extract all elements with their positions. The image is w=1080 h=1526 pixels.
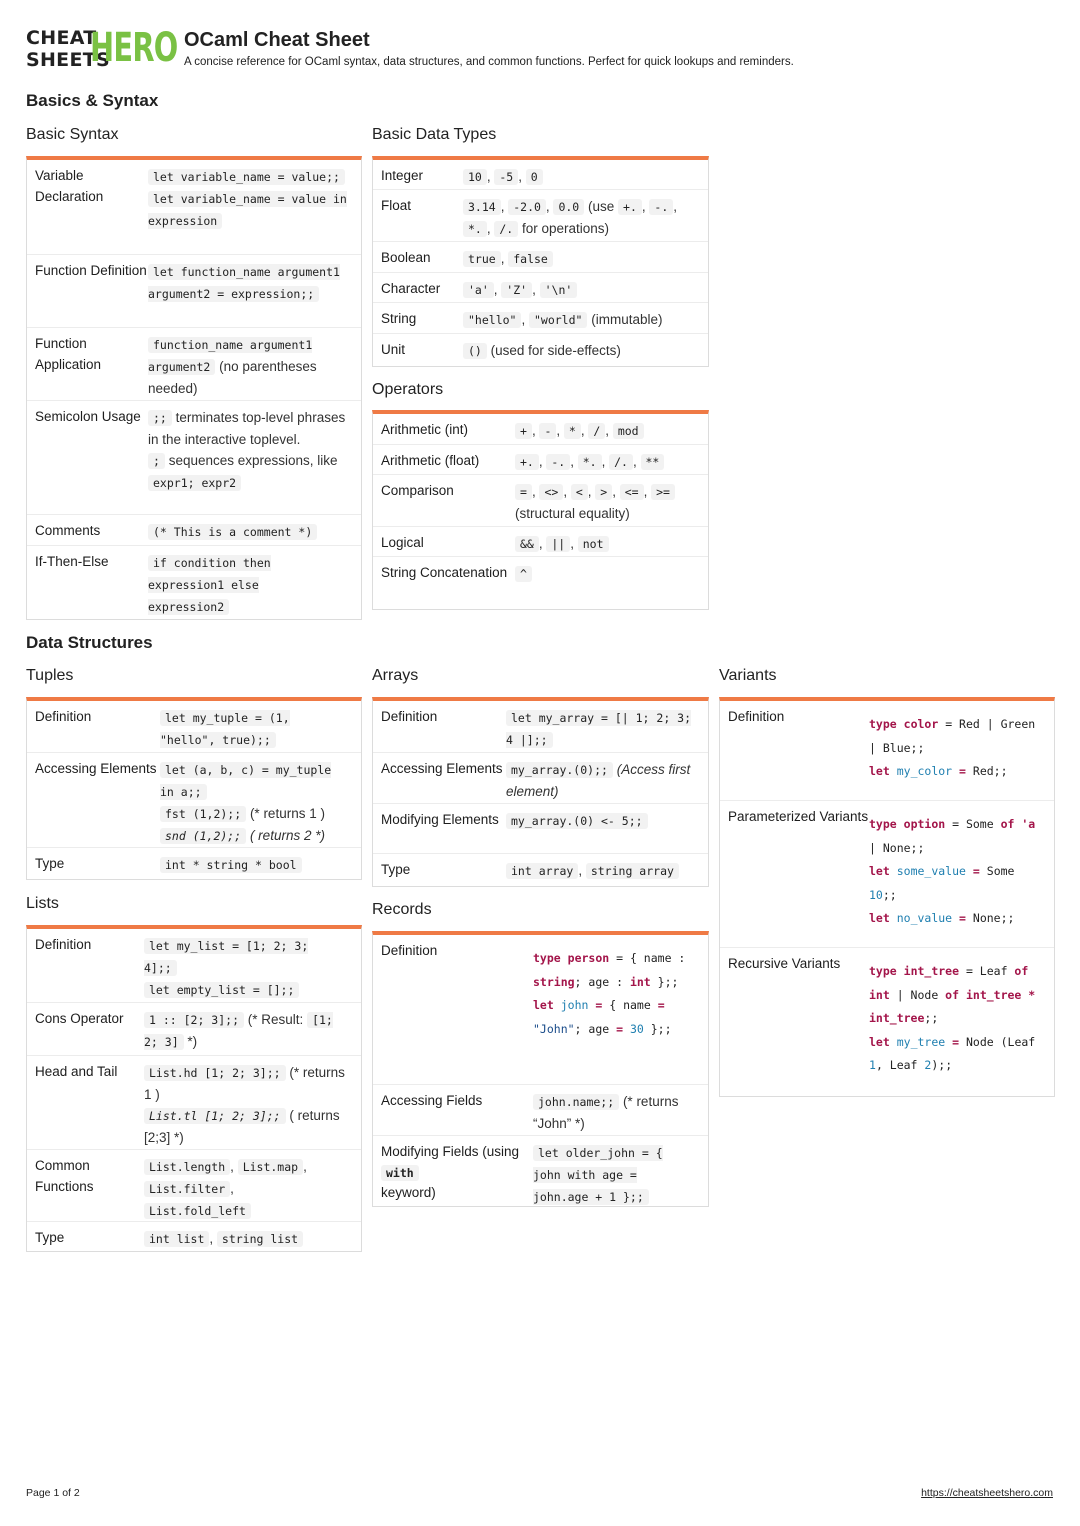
label-text: keyword) xyxy=(381,1185,436,1200)
code-snippet: List.fold_left xyxy=(144,1203,251,1219)
code-snippet: 0 xyxy=(526,169,543,185)
code-snippet: List.tl [1; 2; 3];; xyxy=(144,1108,286,1124)
row-label: Definition xyxy=(728,709,785,724)
description-text: (immutable) xyxy=(591,312,663,327)
code-snippet: 'Z' xyxy=(501,282,532,298)
arrays-card xyxy=(372,697,709,887)
code-snippet: List.length xyxy=(144,1159,230,1175)
code-snippet: int array xyxy=(506,863,578,879)
table-row xyxy=(373,935,708,1085)
tuples-title: Tuples xyxy=(26,667,74,684)
table-row xyxy=(27,515,361,546)
table-row: Type int list , string list xyxy=(27,1222,361,1252)
row-label: Definition xyxy=(381,943,438,958)
code-snippet: snd (1,2);; xyxy=(160,828,246,844)
code-snippet: let older_john = { john with age = john.age + 1 };; xyxy=(533,1146,663,1204)
code-snippet: <= xyxy=(620,484,644,500)
row-label: Comments xyxy=(35,523,101,538)
row-label: Logical xyxy=(381,535,424,550)
page-title: OCaml Cheat Sheet xyxy=(184,29,370,51)
code-snippet: /. xyxy=(609,454,633,470)
code-snippet: && xyxy=(515,536,539,552)
description-text: for operations) xyxy=(522,221,610,236)
label-text: Modifying Fields (using xyxy=(381,1144,520,1159)
table-row: Character 'a' , 'Z' , '\n' xyxy=(373,273,708,303)
row-label: Cons Operator xyxy=(35,1011,124,1026)
table-row xyxy=(373,557,708,607)
section-basics-title: Basics & Syntax xyxy=(26,91,159,110)
description-text: (use xyxy=(587,199,615,214)
row-label: If-Then-Else xyxy=(35,554,109,569)
row-label: Function Definition xyxy=(35,263,147,278)
row-label: Definition xyxy=(381,709,438,724)
code-block: type person = { name : string; age : int };; let john = { name = "John"; age = 30 };; xyxy=(533,951,693,1036)
code-block: type int_tree = Leaf of int | Node of int_tree * int_tree;; let my_tree = Node (Leaf 1, Leaf 2);; xyxy=(869,964,1043,1072)
row-label: String Concatenation xyxy=(381,565,508,580)
code-snippet: mod xyxy=(613,423,644,439)
row-label: Type xyxy=(35,856,65,871)
code-snippet: [1; 2; 3] xyxy=(144,1013,333,1049)
table-row: Boolean true , false xyxy=(373,242,708,273)
code-snippet: let my_tuple = (1, "hello", true);; xyxy=(160,711,290,747)
section-data-title: Data Structures xyxy=(26,633,153,652)
row-label: String xyxy=(381,311,417,326)
code-snippet: 'a' xyxy=(463,282,494,298)
row-label: Arithmetic (int) xyxy=(381,422,469,437)
row-label xyxy=(381,1142,533,1202)
table-row: Type int array , string array xyxy=(373,854,708,885)
code-snippet: string array xyxy=(586,863,679,879)
code-snippet: (* This is a comment *) xyxy=(148,524,317,540)
description-text: ( returns [2;3] *) xyxy=(144,1108,340,1145)
logo-cheat-text: CHEAT xyxy=(26,27,97,49)
arrays-title: Arrays xyxy=(372,667,419,684)
code-snippet: - xyxy=(539,423,556,439)
description-text: (no parentheses needed) xyxy=(148,359,317,396)
code-snippet: / xyxy=(588,423,605,439)
row-label: Accessing Elements xyxy=(381,761,503,776)
code-snippet: not xyxy=(578,536,609,552)
table-row xyxy=(27,328,361,401)
description-text: (used for side-effects) xyxy=(490,343,621,358)
table-row: Common Functions List.length , List.map , List.filter , List.fold_left xyxy=(27,1150,361,1222)
code-snippet: ** xyxy=(641,454,665,470)
basic-types-card xyxy=(372,156,709,367)
code-snippet: 0.0 xyxy=(553,199,584,215)
description-text: (* Result: xyxy=(247,1012,304,1027)
table-row: Float 3.14 , -2.0 , 0.0 (use +. , -. , *. , /. for operations) xyxy=(373,190,708,242)
code-snippet: * xyxy=(564,423,581,439)
row-label: Integer xyxy=(381,168,424,183)
row-label: Modifying Elements xyxy=(381,812,499,827)
description-text: terminates top-level phrases in the interactive toplevel. xyxy=(148,410,346,447)
code-snippet: let variable_name = value;; xyxy=(148,169,345,185)
table-row xyxy=(373,701,708,753)
code-snippet: +. xyxy=(618,199,642,215)
row-label: Character xyxy=(381,281,441,296)
row-label: Parameterized Variants xyxy=(728,809,869,824)
page-subtitle: A concise reference for OCaml syntax, data structures, and common functions. Perfect for quick lookups and reminders. xyxy=(184,56,794,68)
page-header xyxy=(26,25,1056,78)
table-row: Integer 10 , -5 , 0 xyxy=(373,160,708,190)
code-snippet: -. xyxy=(546,454,570,470)
table-row: Comparison = , <> , < , > , <= , >= (structural equality) xyxy=(373,475,708,527)
code-snippet: my_array.(0) <- 5;; xyxy=(506,813,648,829)
code-snippet: ^ xyxy=(515,566,532,582)
row-label: Arithmetic (float) xyxy=(381,453,480,468)
code-snippet: "world" xyxy=(529,312,587,328)
row-label: Type xyxy=(35,1230,65,1245)
table-row xyxy=(373,804,708,854)
table-row: Arithmetic (int) + , - , * , / , mod xyxy=(373,414,708,445)
table-row xyxy=(27,701,361,753)
code-snippet: *. xyxy=(578,454,602,470)
code-snippet: = xyxy=(515,484,532,500)
code-snippet: int * string * bool xyxy=(160,857,302,873)
code-snippet: false xyxy=(508,251,553,267)
code-snippet: > xyxy=(595,484,612,500)
description-text: (* returns 1 ) xyxy=(144,1065,345,1102)
page-number: Page 1 of 2 xyxy=(26,1487,80,1499)
table-row xyxy=(27,1003,361,1056)
row-label: Float xyxy=(381,198,412,213)
basic-types-title: Basic Data Types xyxy=(372,126,497,143)
code-snippet: 10 xyxy=(463,169,487,185)
code-snippet: let (a, b, c) = my_tuple in a;; xyxy=(160,763,332,799)
table-row xyxy=(373,1085,708,1136)
table-row xyxy=(373,334,708,365)
row-label: Function Application xyxy=(35,336,102,372)
records-title: Records xyxy=(372,901,432,918)
code-snippet: "hello" xyxy=(463,312,521,328)
table-row xyxy=(27,160,361,255)
code-snippet: < xyxy=(571,484,588,500)
code-snippet: 1 :: [2; 3];; xyxy=(144,1012,244,1028)
row-label: Recursive Variants xyxy=(728,956,841,971)
code-snippet: -5 xyxy=(494,169,518,185)
row-label: Unit xyxy=(381,342,406,357)
row-label: Variable Declaration xyxy=(35,168,104,204)
code-snippet: if condition then expression1 else expression2 xyxy=(148,556,271,614)
code-snippet: with xyxy=(381,1165,419,1181)
code-snippet: let variable_name = value in expression xyxy=(148,192,347,228)
code-snippet: john.name;; xyxy=(533,1094,619,1110)
row-label: Accessing Elements xyxy=(35,761,157,776)
description-text: (structural equality) xyxy=(515,506,630,521)
code-snippet: fst (1,2);; xyxy=(160,806,246,822)
table-row xyxy=(27,546,361,618)
description-text: sequences expressions, like xyxy=(168,453,338,468)
row-label: Boolean xyxy=(381,250,431,265)
code-snippet: -. xyxy=(649,199,673,215)
table-row xyxy=(720,948,1054,1093)
row-label: Common Functions xyxy=(35,1158,94,1194)
code-snippet: ;; xyxy=(148,410,172,426)
row-label: Definition xyxy=(35,709,92,724)
code-snippet: '\n' xyxy=(540,282,578,298)
site-link[interactable]: https://cheatsheetshero.com xyxy=(921,1487,1053,1499)
code-snippet: function_name argument1 argument2 xyxy=(148,338,313,374)
description-text: ( returns 2 *) xyxy=(249,828,325,843)
basic-syntax-card xyxy=(26,156,362,620)
code-snippet: string list xyxy=(217,1231,303,1247)
table-row xyxy=(720,701,1054,801)
code-snippet: || xyxy=(546,536,570,552)
code-snippet: let my_array = [| 1; 2; 3; 4 |];; xyxy=(506,711,692,747)
code-snippet: let empty_list = [];; xyxy=(144,982,299,998)
row-label: Type xyxy=(381,862,411,877)
operators-card xyxy=(372,410,709,610)
code-snippet: /. xyxy=(494,221,518,237)
description-text: *) xyxy=(187,1034,198,1049)
row-label: Head and Tail xyxy=(35,1064,118,1079)
variants-card xyxy=(719,697,1055,1097)
table-row xyxy=(27,848,361,878)
records-card xyxy=(372,931,709,1207)
table-row xyxy=(373,753,708,804)
variants-title: Variants xyxy=(719,667,777,684)
description-text: (* returns “John” *) xyxy=(533,1094,679,1131)
logo-hero-text: HERO xyxy=(90,25,178,71)
code-snippet: +. xyxy=(515,454,539,470)
lists-card xyxy=(26,925,362,1252)
code-snippet: List.map xyxy=(238,1159,303,1175)
table-row: String "hello" , "world" (immutable) xyxy=(373,303,708,334)
row-label: Accessing Fields xyxy=(381,1093,483,1108)
table-row xyxy=(373,1136,708,1208)
row-label: Definition xyxy=(35,937,92,952)
code-snippet: let function_name argument1 argument2 = expression;; xyxy=(148,265,340,301)
code-snippet: <> xyxy=(539,484,563,500)
code-snippet: *. xyxy=(463,221,487,237)
code-snippet: List.hd [1; 2; 3];; xyxy=(144,1065,286,1081)
table-row: Arithmetic (float) +. , -. , *. , /. , ** xyxy=(373,445,708,475)
code-snippet: 3.14 xyxy=(463,199,501,215)
lists-title: Lists xyxy=(26,895,59,912)
basic-syntax-title: Basic Syntax xyxy=(26,126,119,143)
code-snippet: true xyxy=(463,251,501,267)
code-block: type color = Red | Green | Blue;; let my_color = Red;; xyxy=(869,717,1036,778)
table-row xyxy=(27,255,361,328)
code-snippet: + xyxy=(515,423,532,439)
code-snippet: >= xyxy=(651,484,675,500)
table-row xyxy=(27,929,361,1003)
code-snippet: List.filter xyxy=(144,1181,230,1197)
row-label: Semicolon Usage xyxy=(35,409,141,424)
operators-title: Operators xyxy=(372,381,444,398)
code-snippet: ; xyxy=(148,453,165,469)
cheatsheetshero-logo[interactable] xyxy=(26,25,178,72)
tuples-card xyxy=(26,697,362,880)
row-label: Comparison xyxy=(381,483,454,498)
description-text: (Access first element) xyxy=(506,762,691,799)
code-block: type option = Some of 'a | None;; let some_value = Some 10;; let no_value = None;; xyxy=(869,817,1036,925)
table-row xyxy=(720,801,1054,948)
code-snippet: int list xyxy=(144,1231,209,1247)
table-row xyxy=(27,1056,361,1150)
code-snippet: let my_list = [1; 2; 3; 4];; xyxy=(144,939,309,975)
table-row: Logical && , || , not xyxy=(373,527,708,557)
description-text: (* returns 1 ) xyxy=(249,806,325,821)
code-snippet: -2.0 xyxy=(508,199,546,215)
code-snippet: expr1; expr2 xyxy=(148,475,241,491)
code-snippet: my_array.(0);; xyxy=(506,762,613,778)
table-row xyxy=(27,753,361,848)
table-row xyxy=(27,401,361,515)
code-snippet: () xyxy=(463,343,487,359)
logo-sheets-text: SHEETS xyxy=(26,49,110,71)
